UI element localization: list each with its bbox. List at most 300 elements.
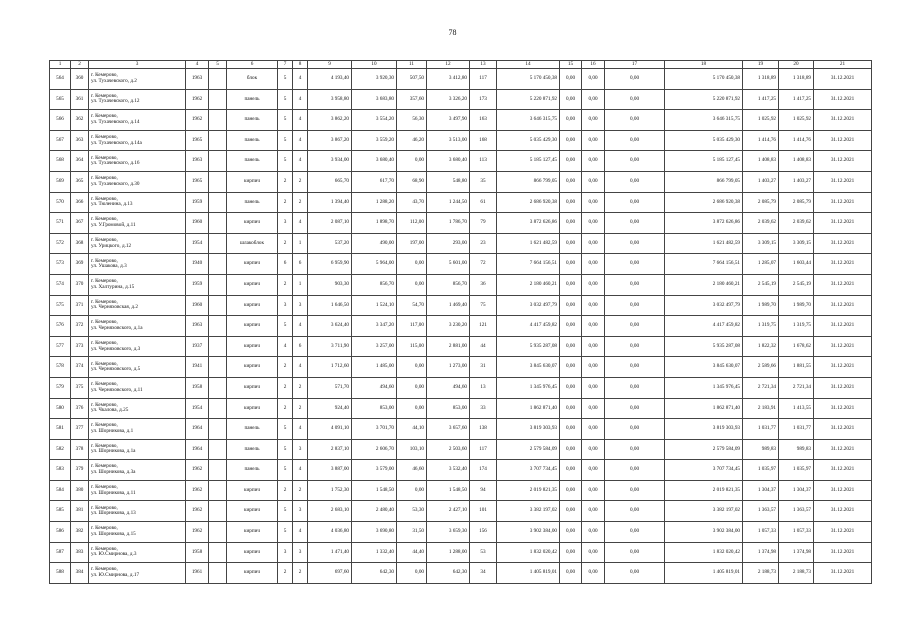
- column-header-20: 20: [779, 61, 814, 69]
- cell-c6: панель: [227, 110, 278, 131]
- cell-c13: 36: [470, 274, 497, 295]
- cell-c19: 2 039,62: [743, 213, 779, 234]
- cell-c12: 548,80: [427, 171, 470, 192]
- cell-c1: 571: [50, 213, 71, 234]
- cell-c8: 4: [293, 357, 308, 378]
- cell-c18: 5 035 429,30: [665, 130, 743, 151]
- cell-c15: 0,00: [560, 89, 582, 110]
- column-header-19: 19: [743, 61, 779, 69]
- cell-c9: 2 837,10: [308, 439, 352, 460]
- cell-c15: 0,00: [560, 254, 582, 275]
- address-city: г. Кемерово,: [91, 484, 118, 491]
- cell-c7: 2: [278, 192, 293, 213]
- cell-c9: 1 752,30: [308, 480, 352, 501]
- cell-c19: 1 319,75: [743, 316, 779, 337]
- cell-c8: 3: [293, 542, 308, 563]
- cell-c19: 1 035,97: [743, 460, 779, 481]
- cell-c10: 853,00: [352, 398, 397, 419]
- cell-c9: 1 394,40: [308, 192, 352, 213]
- cell-c11: 56,30: [397, 110, 427, 131]
- cell-c12: 5 601,00: [427, 254, 470, 275]
- cell-c21: 31.12.2021: [814, 460, 872, 481]
- cell-c16: 0,00: [582, 254, 605, 275]
- cell-c19: 1 414,76: [743, 130, 779, 151]
- cell-c19: 1 318,89: [743, 69, 779, 90]
- cell-c21: 31.12.2021: [814, 274, 872, 295]
- cell-c14: 3 872 626,86: [497, 213, 560, 234]
- cell-c7: 6: [278, 254, 293, 275]
- address-city: г. Кемерово,: [91, 113, 118, 120]
- cell-c21: 31.12.2021: [814, 130, 872, 151]
- cell-c10: 494,60: [352, 377, 397, 398]
- cell-c7: 5: [278, 316, 293, 337]
- address-cell: [89, 357, 186, 378]
- cell-c14: 1 621 482,59: [497, 233, 560, 254]
- cell-c15: 0,00: [560, 316, 582, 337]
- cell-c10: 617,70: [352, 171, 397, 192]
- cell-c10: 3 690,80: [352, 522, 397, 543]
- cell-c2: 360: [71, 69, 89, 90]
- address-city: г. Кемерово,: [91, 463, 118, 470]
- cell-c7: 5: [278, 110, 293, 131]
- cell-c21: 31.12.2021: [814, 213, 872, 234]
- address-cell: [89, 171, 186, 192]
- cell-c19: 2 183,91: [743, 398, 779, 419]
- housing-registry-table: [49, 60, 872, 584]
- cell-c11: 0,00: [397, 274, 427, 295]
- cell-c7: 3: [278, 295, 293, 316]
- address-street: ул. Шорникова, д.3а: [91, 469, 136, 476]
- cell-c21: 31.12.2021: [814, 419, 872, 440]
- cell-c1: 573: [50, 254, 71, 275]
- cell-c8: 4: [293, 316, 308, 337]
- cell-c20: 2 721,34: [779, 377, 814, 398]
- cell-c4: 1965: [186, 130, 209, 151]
- cell-c11: 0,00: [397, 151, 427, 172]
- address-street: ул. Ю.Смирнова, д.17: [91, 572, 140, 579]
- cell-c9: 1 646,50: [308, 295, 352, 316]
- cell-c17: 0,00: [605, 460, 665, 481]
- address-city: г. Кемерово,: [91, 133, 118, 140]
- cell-c2: 371: [71, 295, 89, 316]
- cell-c2: 373: [71, 336, 89, 357]
- address-cell: [89, 295, 186, 316]
- cell-c7: 3: [278, 542, 293, 563]
- cell-c2: 379: [71, 460, 89, 481]
- cell-c18: 866 799,05: [665, 171, 743, 192]
- table-row: [50, 357, 872, 378]
- cell-c20: 1 025,92: [779, 110, 814, 131]
- cell-c6: кирпич: [227, 295, 278, 316]
- cell-c18: 5 935 287,08: [665, 336, 743, 357]
- cell-c15: 0,00: [560, 439, 582, 460]
- cell-c8: 4: [293, 460, 308, 481]
- cell-c16: 0,00: [582, 439, 605, 460]
- cell-c14: 4 417 459,82: [497, 316, 560, 337]
- table-row: [50, 213, 872, 234]
- cell-c16: 0,00: [582, 151, 605, 172]
- cell-c18: 2 579 584,09: [665, 439, 743, 460]
- cell-c13: 117: [470, 69, 497, 90]
- cell-c18: 3 382 197,02: [665, 501, 743, 522]
- cell-c12: 494,60: [427, 377, 470, 398]
- cell-c13: 53: [470, 542, 497, 563]
- address-street: ул. Ю.Смирнова, д.3: [91, 551, 137, 558]
- cell-c15: 0,00: [560, 480, 582, 501]
- cell-c16: 0,00: [582, 501, 605, 522]
- cell-c17: 0,00: [605, 171, 665, 192]
- address-cell: [89, 377, 186, 398]
- table-row: [50, 563, 872, 584]
- cell-c18: 2 686 920,38: [665, 192, 743, 213]
- cell-c10: 1 288,20: [352, 192, 397, 213]
- cell-c13: 163: [470, 110, 497, 131]
- cell-c15: 0,00: [560, 460, 582, 481]
- cell-c1: 582: [50, 439, 71, 460]
- cell-c10: 5 964,00: [352, 254, 397, 275]
- cell-c4: 1964: [186, 439, 209, 460]
- cell-c21: 31.12.2021: [814, 563, 872, 584]
- address-city: г. Кемерово,: [91, 442, 118, 449]
- cell-c1: 564: [50, 69, 71, 90]
- cell-c16: 0,00: [582, 69, 605, 90]
- table-row: [50, 419, 872, 440]
- cell-c5: [209, 110, 227, 131]
- cell-c14: 2 019 821,35: [497, 480, 560, 501]
- cell-c8: 2: [293, 480, 308, 501]
- cell-c20: 2 188,73: [779, 563, 814, 584]
- cell-c20: 2 085,79: [779, 192, 814, 213]
- cell-c18: 2 180 460,21: [665, 274, 743, 295]
- address-city: г. Кемерово,: [91, 72, 118, 79]
- cell-c5: [209, 336, 227, 357]
- cell-c21: 31.12.2021: [814, 69, 872, 90]
- cell-c6: кирпич: [227, 377, 278, 398]
- cell-c8: 4: [293, 110, 308, 131]
- cell-c11: 507,50: [397, 69, 427, 90]
- cell-c17: 0,00: [605, 480, 665, 501]
- cell-c14: 1 832 020,42: [497, 542, 560, 563]
- cell-c15: 0,00: [560, 522, 582, 543]
- cell-c10: 1 485,00: [352, 357, 397, 378]
- cell-c15: 0,00: [560, 130, 582, 151]
- cell-c12: 1 548,50: [427, 480, 470, 501]
- cell-c11: 46,20: [397, 130, 427, 151]
- cell-c2: 363: [71, 130, 89, 151]
- cell-c15: 0,00: [560, 110, 582, 131]
- cell-c16: 0,00: [582, 171, 605, 192]
- cell-c21: 31.12.2021: [814, 151, 872, 172]
- cell-c20: 3 309,15: [779, 233, 814, 254]
- cell-c1: 581: [50, 419, 71, 440]
- cell-c2: 362: [71, 110, 89, 131]
- address-street: ул. Урицкого, д.12: [91, 242, 132, 249]
- cell-c20: 1 318,89: [779, 69, 814, 90]
- cell-c7: 2: [278, 563, 293, 584]
- cell-c19: 2 545,19: [743, 274, 779, 295]
- cell-c19: 1 031,77: [743, 419, 779, 440]
- address-city: г. Кемерово,: [91, 360, 118, 367]
- cell-c5: [209, 295, 227, 316]
- cell-c21: 31.12.2021: [814, 522, 872, 543]
- cell-c6: кирпич: [227, 316, 278, 337]
- cell-c2: 380: [71, 480, 89, 501]
- cell-c20: 1 403,27: [779, 171, 814, 192]
- cell-c13: 168: [470, 130, 497, 151]
- cell-c15: 0,00: [560, 233, 582, 254]
- cell-c14: 3 845 630,07: [497, 357, 560, 378]
- cell-c10: 3 347,20: [352, 316, 397, 337]
- cell-c17: 0,00: [605, 110, 665, 131]
- cell-c11: 0,00: [397, 398, 427, 419]
- cell-c2: 370: [71, 274, 89, 295]
- column-header-16: 16: [582, 61, 605, 69]
- cell-c10: 2 606,70: [352, 439, 397, 460]
- cell-c5: [209, 130, 227, 151]
- cell-c7: 4: [278, 336, 293, 357]
- cell-c10: 3 559,20: [352, 130, 397, 151]
- cell-c8: 3: [293, 295, 308, 316]
- address-city: г. Кемерово,: [91, 381, 118, 388]
- cell-c7: 5: [278, 130, 293, 151]
- address-street: ул. Тухачевского, д.2: [91, 77, 137, 84]
- cell-c13: 156: [470, 522, 497, 543]
- cell-c8: 3: [293, 439, 308, 460]
- cell-c4: 1965: [186, 171, 209, 192]
- column-header-13: 13: [470, 61, 497, 69]
- cell-c17: 0,00: [605, 316, 665, 337]
- cell-c21: 31.12.2021: [814, 398, 872, 419]
- address-cell: [89, 89, 186, 110]
- cell-c8: 4: [293, 89, 308, 110]
- cell-c13: 31: [470, 357, 497, 378]
- cell-c14: 3 646 315,75: [497, 110, 560, 131]
- cell-c19: 1 403,27: [743, 171, 779, 192]
- table-row: [50, 274, 872, 295]
- cell-c8: 1: [293, 274, 308, 295]
- column-header-11: 11: [397, 61, 427, 69]
- cell-c5: [209, 274, 227, 295]
- cell-c5: [209, 377, 227, 398]
- cell-c9: 4 091,10: [308, 419, 352, 440]
- cell-c17: 0,00: [605, 419, 665, 440]
- cell-c21: 31.12.2021: [814, 480, 872, 501]
- address-cell: [89, 542, 186, 563]
- cell-c6: панель: [227, 151, 278, 172]
- cell-c10: 856,70: [352, 274, 397, 295]
- cell-c5: [209, 439, 227, 460]
- cell-c14: 5 220 871,92: [497, 89, 560, 110]
- cell-c11: 44,40: [397, 542, 427, 563]
- address-street: ул. Тухачевского, д.14а: [91, 139, 142, 146]
- cell-c10: 3 920,30: [352, 69, 397, 90]
- cell-c14: 1 405 819,01: [497, 563, 560, 584]
- cell-c21: 31.12.2021: [814, 171, 872, 192]
- cell-c17: 0,00: [605, 357, 665, 378]
- cell-c20: 1 374,98: [779, 542, 814, 563]
- cell-c16: 0,00: [582, 357, 605, 378]
- cell-c6: панель: [227, 460, 278, 481]
- cell-c16: 0,00: [582, 130, 605, 151]
- cell-c19: 989,83: [743, 439, 779, 460]
- address-cell: [89, 460, 186, 481]
- cell-c18: 5 185 127,45: [665, 151, 743, 172]
- address-city: г. Кемерово,: [91, 525, 118, 532]
- cell-c6: блок: [227, 69, 278, 90]
- cell-c5: [209, 501, 227, 522]
- cell-c20: 1 678,62: [779, 336, 814, 357]
- address-cell: [89, 398, 186, 419]
- column-header-8: 8: [293, 61, 308, 69]
- cell-c14: 7 664 156,51: [497, 254, 560, 275]
- cell-c10: 3 554,20: [352, 110, 397, 131]
- column-header-4: 4: [186, 61, 209, 69]
- cell-c17: 0,00: [605, 563, 665, 584]
- address-street: ул. Черняховская, д.2: [91, 304, 138, 311]
- cell-c2: 375: [71, 377, 89, 398]
- cell-c9: 4 193,40: [308, 69, 352, 90]
- cell-c14: 2 180 460,21: [497, 274, 560, 295]
- cell-c4: 1962: [186, 480, 209, 501]
- cell-c12: 856,70: [427, 274, 470, 295]
- cell-c9: 697,60: [308, 563, 352, 584]
- cell-c5: [209, 192, 227, 213]
- cell-c5: [209, 419, 227, 440]
- address-city: г. Кемерово,: [91, 339, 118, 346]
- address-cell: [89, 192, 186, 213]
- cell-c1: 566: [50, 110, 71, 131]
- cell-c21: 31.12.2021: [814, 542, 872, 563]
- address-cell: [89, 110, 186, 131]
- cell-c2: 374: [71, 357, 89, 378]
- address-cell: [89, 233, 186, 254]
- cell-c17: 0,00: [605, 130, 665, 151]
- address-cell: [89, 130, 186, 151]
- cell-c11: 0,00: [397, 357, 427, 378]
- cell-c18: 3 872 626,86: [665, 213, 743, 234]
- cell-c19: 2 721,34: [743, 377, 779, 398]
- cell-c16: 0,00: [582, 460, 605, 481]
- cell-c14: 1 862 871,40: [497, 398, 560, 419]
- cell-c6: шлакоблок: [227, 233, 278, 254]
- cell-c18: 1 832 020,42: [665, 542, 743, 563]
- cell-c18: 3 819 303,93: [665, 419, 743, 440]
- cell-c13: 121: [470, 316, 497, 337]
- cell-c16: 0,00: [582, 316, 605, 337]
- cell-c4: 1954: [186, 398, 209, 419]
- cell-c5: [209, 89, 227, 110]
- column-header-17: 17: [605, 61, 665, 69]
- cell-c13: 101: [470, 501, 497, 522]
- cell-c5: [209, 254, 227, 275]
- address-cell: [89, 563, 186, 584]
- address-street: ул. Шорникова, д.11: [91, 489, 136, 496]
- cell-c9: 1 471,40: [308, 542, 352, 563]
- address-cell: [89, 69, 186, 90]
- address-cell: [89, 419, 186, 440]
- cell-c21: 31.12.2021: [814, 316, 872, 337]
- cell-c14: 866 799,05: [497, 171, 560, 192]
- table-row: [50, 316, 872, 337]
- cell-c5: [209, 563, 227, 584]
- cell-c9: 3 862,20: [308, 110, 352, 131]
- cell-c1: 567: [50, 130, 71, 151]
- cell-c19: 2 085,79: [743, 192, 779, 213]
- cell-c20: 1 363,57: [779, 501, 814, 522]
- address-street: ул. Тюленина, д.13: [91, 201, 133, 208]
- cell-c20: 2 545,19: [779, 274, 814, 295]
- cell-c4: 1961: [186, 563, 209, 584]
- cell-c16: 0,00: [582, 295, 605, 316]
- cell-c5: [209, 316, 227, 337]
- cell-c4: 1941: [186, 357, 209, 378]
- column-header-18: 18: [665, 61, 743, 69]
- cell-c18: 4 417 459,82: [665, 316, 743, 337]
- cell-c17: 0,00: [605, 542, 665, 563]
- cell-c15: 0,00: [560, 192, 582, 213]
- cell-c11: 68,90: [397, 171, 427, 192]
- cell-c16: 0,00: [582, 480, 605, 501]
- cell-c13: 173: [470, 89, 497, 110]
- cell-c2: 378: [71, 439, 89, 460]
- cell-c7: 2: [278, 398, 293, 419]
- cell-c8: 6: [293, 254, 308, 275]
- cell-c13: 23: [470, 233, 497, 254]
- cell-c11: 0,00: [397, 254, 427, 275]
- cell-c15: 0,00: [560, 274, 582, 295]
- address-street: ул. Шорникова, д.15: [91, 530, 136, 537]
- cell-c18: 3 646 315,75: [665, 110, 743, 131]
- cell-c5: [209, 398, 227, 419]
- cell-c9: 537,20: [308, 233, 352, 254]
- cell-c5: [209, 357, 227, 378]
- cell-c21: 31.12.2021: [814, 110, 872, 131]
- cell-c14: 3 902 384,00: [497, 522, 560, 543]
- cell-c1: 570: [50, 192, 71, 213]
- cell-c17: 0,00: [605, 151, 665, 172]
- cell-c17: 0,00: [605, 439, 665, 460]
- address-cell: [89, 336, 186, 357]
- column-header-5: 5: [209, 61, 227, 69]
- column-number-header: [50, 61, 872, 69]
- cell-c20: 1 304,37: [779, 480, 814, 501]
- address-street: ул. Ушакова, д.3: [91, 263, 127, 270]
- cell-c21: 31.12.2021: [814, 233, 872, 254]
- cell-c6: кирпич: [227, 501, 278, 522]
- cell-c17: 0,00: [605, 89, 665, 110]
- cell-c4: 1958: [186, 377, 209, 398]
- cell-c7: 5: [278, 419, 293, 440]
- address-street: ул. У.Громовой, д.11: [91, 221, 136, 228]
- cell-c4: 1960: [186, 295, 209, 316]
- cell-c20: 1 603,44: [779, 254, 814, 275]
- cell-c5: [209, 213, 227, 234]
- address-cell: [89, 274, 186, 295]
- cell-c15: 0,00: [560, 377, 582, 398]
- cell-c12: 293,00: [427, 233, 470, 254]
- cell-c8: 4: [293, 151, 308, 172]
- cell-c9: 903,30: [308, 274, 352, 295]
- cell-c14: 3 707 734,45: [497, 460, 560, 481]
- cell-c4: 1958: [186, 542, 209, 563]
- cell-c19: 1 025,92: [743, 110, 779, 131]
- table-row: [50, 233, 872, 254]
- cell-c8: 4: [293, 419, 308, 440]
- cell-c20: 1 057,33: [779, 522, 814, 543]
- column-header-9: 9: [308, 61, 352, 69]
- cell-c2: 382: [71, 522, 89, 543]
- cell-c4: 1963: [186, 69, 209, 90]
